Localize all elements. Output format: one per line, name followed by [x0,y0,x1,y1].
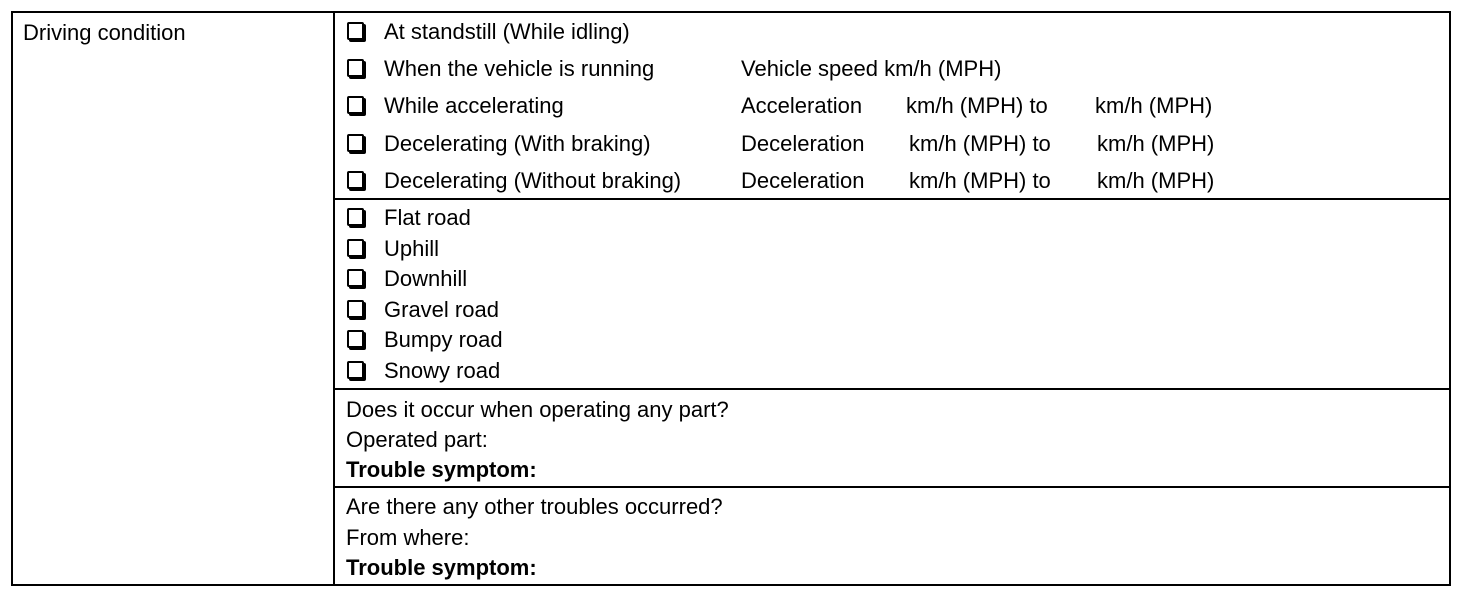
option-label: When the vehicle is running [384,56,655,81]
left-column [13,13,335,584]
trouble-symptom-label: Trouble symptom: [346,555,537,580]
checkbox[interactable] [347,134,364,152]
checkbox[interactable] [347,361,364,379]
checkbox[interactable] [347,96,364,114]
checkbox[interactable] [347,208,364,226]
speed-from-label: km/h (MPH) to [909,168,1051,193]
option-label: Decelerating (Without braking) [384,168,682,193]
speed-to-label: km/h (MPH) [1097,168,1215,193]
option-label: Gravel road [384,297,499,322]
option-label: Bumpy road [384,327,503,352]
checkbox[interactable] [347,330,364,348]
other-troubles-section [335,488,1449,584]
option-label: Decelerating (With braking) [384,131,651,156]
checkbox[interactable] [347,239,364,257]
option-label: While accelerating [384,93,564,118]
driving-condition-table [11,11,1451,586]
speed-from-label: km/h (MPH) to [906,93,1048,118]
from-where-label: From where: [346,525,470,550]
road-type-section [335,200,1449,390]
deceleration-label: Deceleration [741,168,865,193]
acceleration-label: Acceleration [741,93,863,118]
checkbox[interactable] [347,171,364,189]
option-label: Snowy road [384,358,501,383]
driving-condition-label: Driving condition [23,20,186,45]
deceleration-label: Deceleration [741,131,865,156]
other-troubles-question: Are there any other troubles occurred? [346,494,723,519]
option-label: At standstill (While idling) [384,19,630,44]
operation-question: Does it occur when operating any part? [346,397,729,422]
operated-part-label: Operated part: [346,427,488,452]
option-label: Downhill [384,266,468,291]
checkbox[interactable] [347,269,364,287]
speed-to-label: km/h (MPH) [1097,131,1215,156]
checkbox[interactable] [347,22,364,40]
checkbox[interactable] [347,59,364,77]
speed-from-label: km/h (MPH) to [909,131,1051,156]
checkbox[interactable] [347,300,364,318]
driving-state-section [335,13,1449,200]
trouble-symptom-label: Trouble symptom: [346,457,537,482]
vehicle-speed-label: Vehicle speed km/h (MPH) [741,56,1002,81]
speed-to-label: km/h (MPH) [1095,93,1213,118]
operated-part-section [335,390,1449,488]
right-column [335,13,1449,584]
option-label: Flat road [384,205,471,230]
option-label: Uphill [384,236,440,261]
